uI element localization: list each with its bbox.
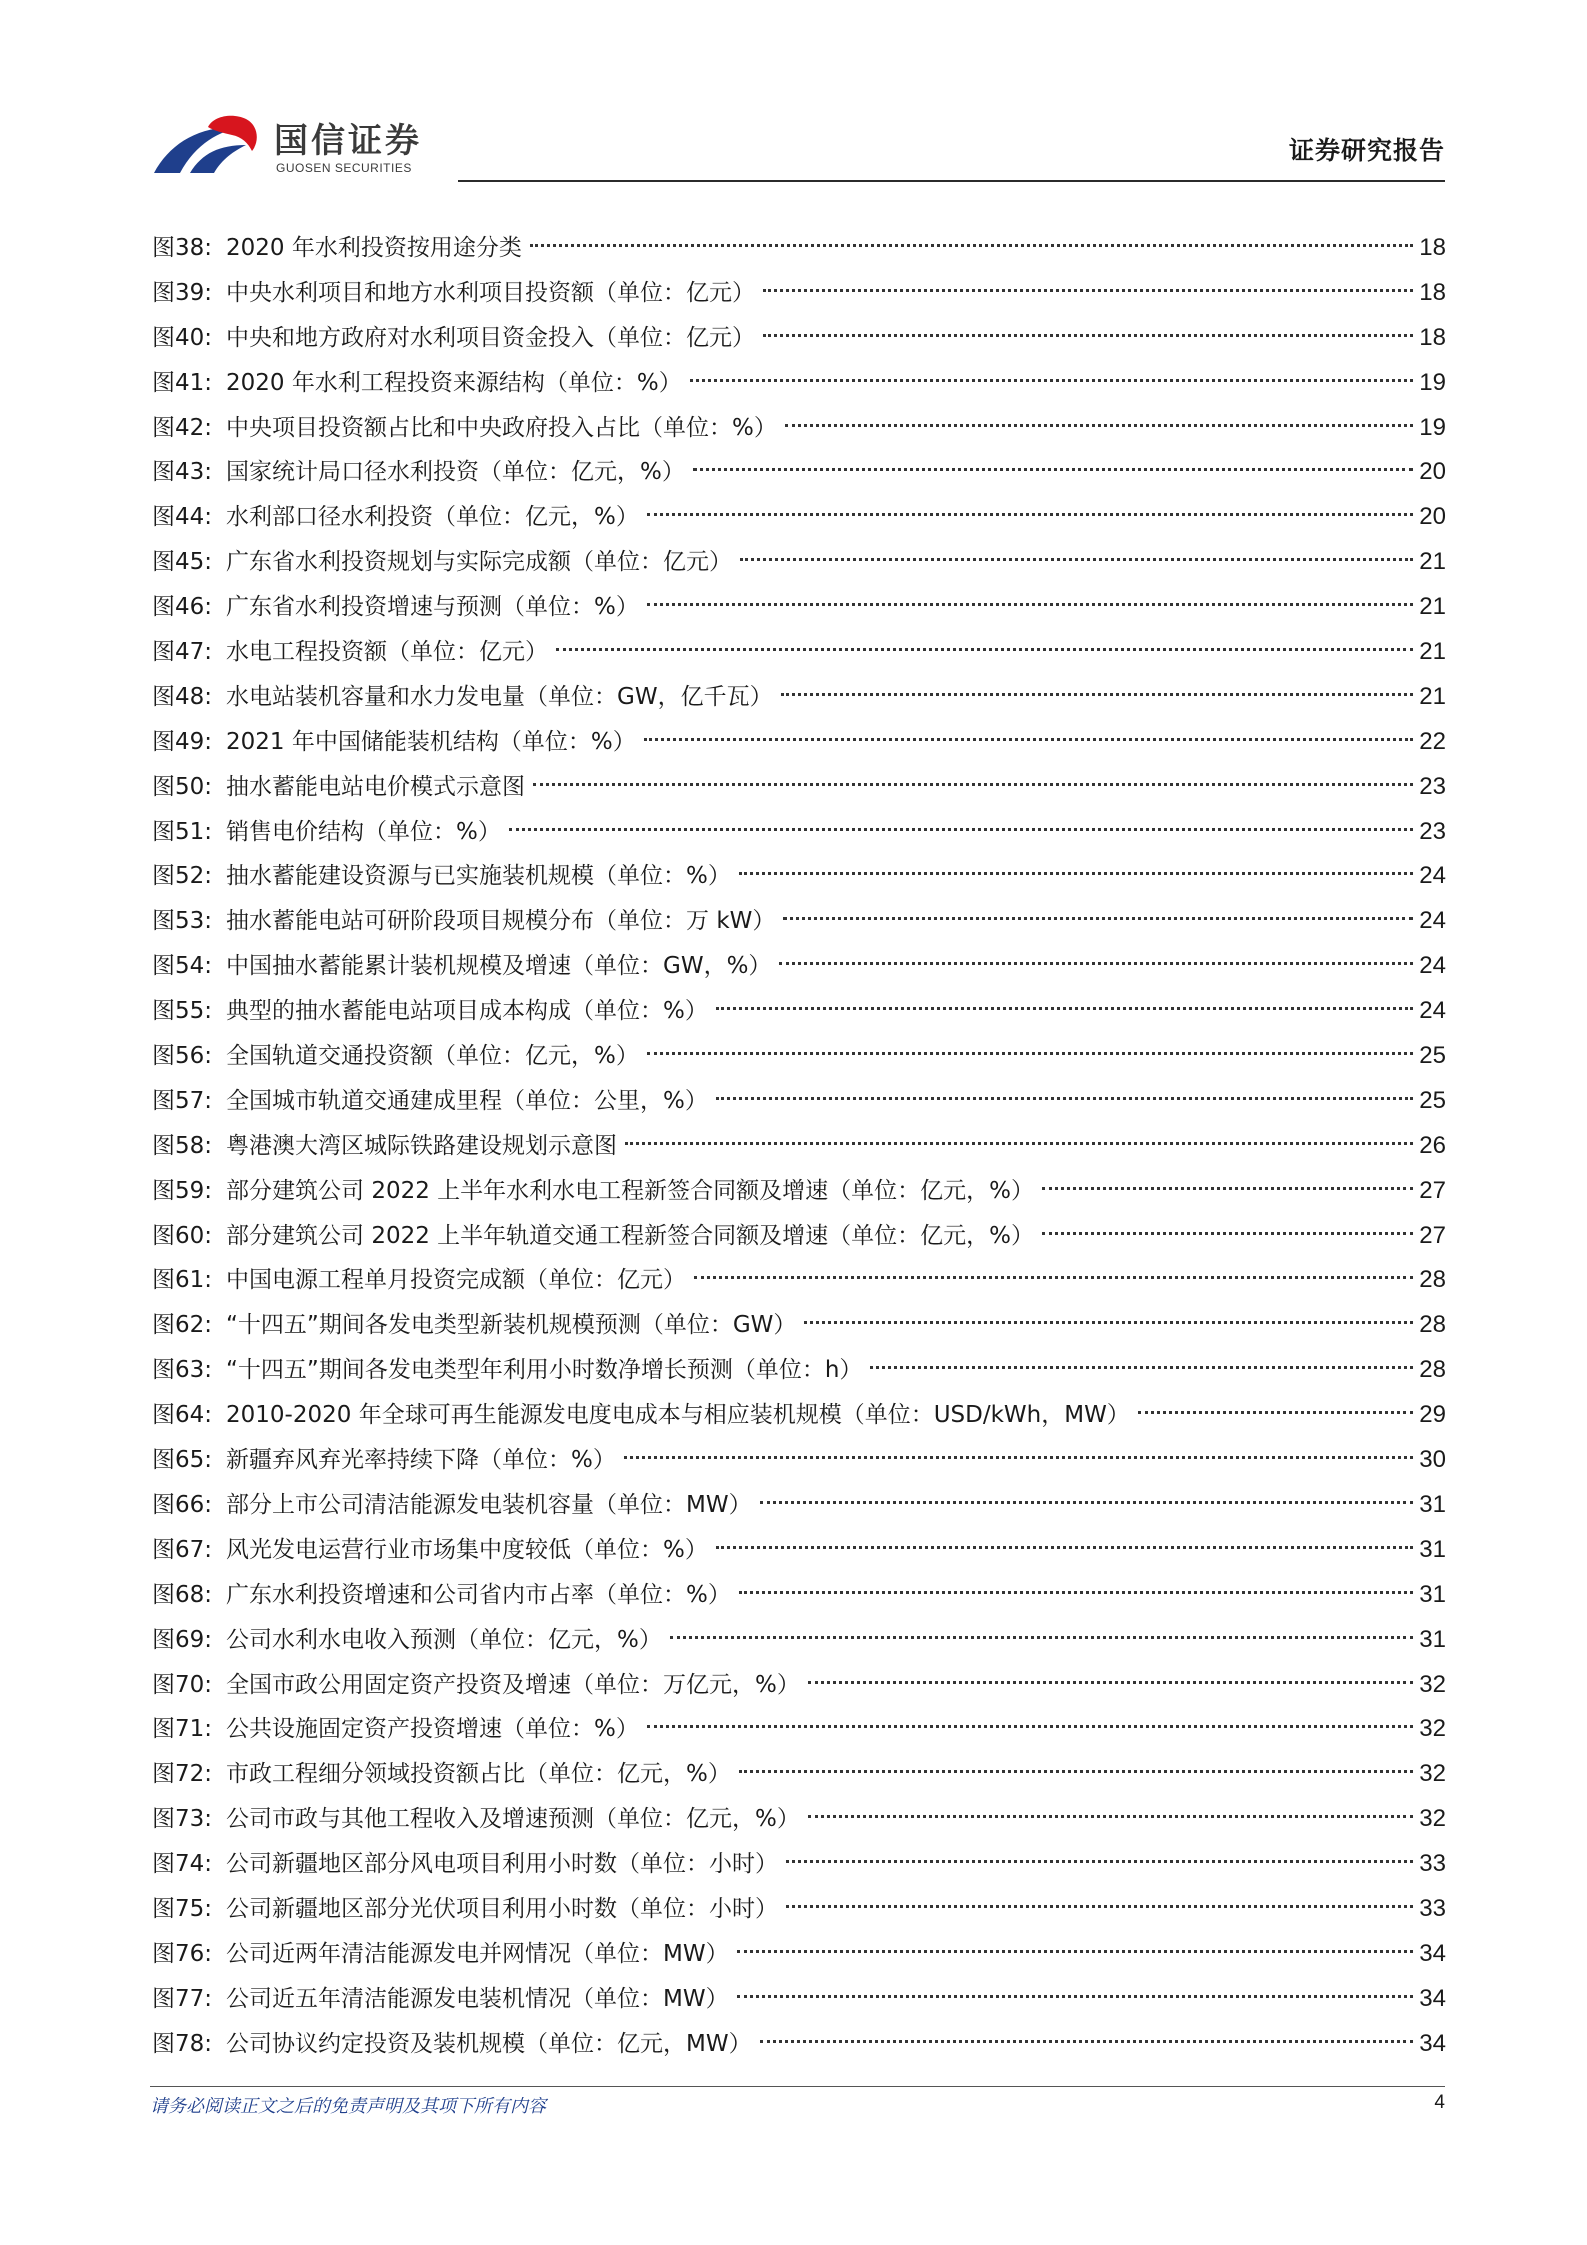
toc-figure-label: 图42: xyxy=(152,414,213,441)
toc-figure-label: 图64: xyxy=(152,1402,213,1429)
toc-figure-label: 图48: xyxy=(152,683,213,710)
toc-entry[interactable] xyxy=(152,989,1446,1034)
toc-entry[interactable] xyxy=(152,1752,1446,1797)
toc-figure-title: 全国轨道交通投资额（单位：亿元，%） xyxy=(226,1043,639,1070)
toc-page-number: 25 xyxy=(1419,1086,1446,1114)
toc-page-number: 33 xyxy=(1419,1894,1446,1922)
toc-figure-label: 图41: xyxy=(152,369,213,396)
toc-figure-title: 国家统计局口径水利投资（单位：亿元，%） xyxy=(226,459,685,486)
toc-dot-leader xyxy=(739,1770,1413,1773)
toc-entry[interactable] xyxy=(152,765,1446,810)
toc-figure-title: 广东省水利投资增速与预测（单位：%） xyxy=(226,594,639,621)
toc-page-number: 24 xyxy=(1419,907,1446,935)
toc-dot-leader xyxy=(670,1636,1413,1639)
toc-dot-leader xyxy=(644,738,1414,741)
toc-entry[interactable] xyxy=(152,1258,1446,1303)
toc-entry[interactable] xyxy=(152,1573,1446,1618)
toc-dot-leader xyxy=(647,1725,1413,1728)
toc-dot-leader xyxy=(509,828,1413,831)
toc-dot-leader xyxy=(785,424,1413,427)
toc-figure-label: 图39: xyxy=(152,279,213,306)
toc-figure-label: 图69: xyxy=(152,1626,213,1653)
toc-figure-title: 全国市政公用固定资产投资及增速（单位：万亿元，%） xyxy=(226,1671,800,1698)
toc-dot-leader xyxy=(783,917,1413,920)
toc-figure-title: 粤港澳大湾区城际铁路建设规划示意图 xyxy=(226,1132,618,1159)
toc-entry[interactable] xyxy=(152,540,1446,585)
toc-figure-label: 图40: xyxy=(152,324,213,351)
toc-dot-leader xyxy=(716,1546,1413,1549)
toc-figure-title: 中央水利项目和地方水利项目投资额（单位：亿元） xyxy=(226,279,756,306)
toc-figure-title: 风光发电运营行业市场集中度较低（单位：%） xyxy=(226,1536,708,1563)
toc-dot-leader xyxy=(804,1321,1413,1324)
toc-figure-label: 图76: xyxy=(152,1940,213,1967)
toc-page-number: 25 xyxy=(1419,1042,1446,1070)
toc-figure-label: 图55: xyxy=(152,998,213,1025)
toc-figure-title: 公司新疆地区部分风电项目利用小时数（单位：小时） xyxy=(226,1851,779,1878)
toc-entry[interactable] xyxy=(152,1618,1446,1663)
toc-entry[interactable] xyxy=(152,226,1446,271)
toc-page-number: 34 xyxy=(1419,1984,1446,2012)
toc-figure-title: 公司协议约定投资及装机规模（单位：亿元，MW） xyxy=(226,2030,752,2057)
toc-figure-label: 图43: xyxy=(152,459,213,486)
toc-figure-title: 市政工程细分领域投资额占比（单位：亿元，%） xyxy=(226,1761,731,1788)
toc-entry[interactable] xyxy=(152,1124,1446,1169)
toc-entry[interactable] xyxy=(152,720,1446,765)
toc-entry[interactable] xyxy=(152,271,1446,316)
toc-figure-label: 图49: xyxy=(152,728,213,755)
toc-figure-title: 广东省水利投资规划与实际完成额（单位：亿元） xyxy=(226,549,733,576)
toc-dot-leader xyxy=(716,1007,1413,1010)
toc-dot-leader xyxy=(1138,1411,1413,1414)
toc-figure-title: 典型的抽水蓄能电站项目成本构成（单位：%） xyxy=(226,998,708,1025)
toc-figure-label: 图51: xyxy=(152,818,213,845)
toc-page-number: 20 xyxy=(1419,458,1446,486)
toc-figure-label: 图47: xyxy=(152,639,213,666)
toc-figure-title: 公共设施固定资产投资增速（单位：%） xyxy=(226,1716,639,1743)
toc-dot-leader xyxy=(1042,1187,1413,1190)
toc-page-number: 18 xyxy=(1419,278,1446,306)
toc-figure-title: 新疆弃风弃光率持续下降（单位：%） xyxy=(226,1447,616,1474)
toc-entry[interactable] xyxy=(152,361,1446,406)
toc-figure-label: 图56: xyxy=(152,1043,213,1070)
toc-figure-label: 图72: xyxy=(152,1761,213,1788)
toc-dot-leader xyxy=(694,1276,1413,1279)
toc-figure-title: 2020 年水利投资按用途分类 xyxy=(226,235,522,261)
toc-figure-label: 图44: xyxy=(152,504,213,531)
toc-dot-leader xyxy=(760,1501,1414,1504)
toc-figure-title: 部分建筑公司 2022 上半年水利水电工程新签合同额及增速（单位：亿元，%） xyxy=(226,1177,1035,1204)
toc-dot-leader xyxy=(625,1142,1413,1145)
logo-english-name: GUOSEN SECURITIES xyxy=(276,161,412,175)
footer-divider xyxy=(150,2086,1445,2087)
toc-figure-label: 图62: xyxy=(152,1312,213,1339)
toc-page-number: 31 xyxy=(1419,1490,1446,1518)
toc-entry[interactable] xyxy=(152,899,1446,944)
toc-figure-label: 图73: xyxy=(152,1806,213,1833)
toc-dot-leader xyxy=(763,289,1413,292)
toc-dot-leader xyxy=(690,379,1414,382)
toc-page-number: 31 xyxy=(1419,1535,1446,1563)
toc-figure-title: 中国电源工程单月投资完成额（单位：亿元） xyxy=(226,1267,687,1294)
toc-figure-label: 图54: xyxy=(152,953,213,980)
toc-entry[interactable] xyxy=(152,1528,1446,1573)
toc-page-number: 20 xyxy=(1419,503,1446,531)
report-type-label: 证券研究报告 xyxy=(1288,136,1445,165)
toc-page-number: 24 xyxy=(1419,952,1446,980)
toc-figure-title: 公司近两年清洁能源发电并网情况（单位：MW） xyxy=(226,1940,729,1967)
toc-entry[interactable] xyxy=(152,450,1446,495)
toc-figure-title: 全国城市轨道交通建成里程（单位：公里，%） xyxy=(226,1087,708,1114)
header-divider xyxy=(458,180,1445,182)
toc-figure-title: 公司新疆地区部分光伏项目利用小时数（单位：小时） xyxy=(226,1895,779,1922)
toc-dot-leader xyxy=(739,872,1413,875)
toc-figure-title: 2021 年中国储能装机结构（单位：%） xyxy=(226,728,636,755)
toc-page-number: 21 xyxy=(1419,548,1446,576)
toc-figure-title: 中央项目投资额占比和中央政府投入占比（单位：%） xyxy=(226,414,777,441)
toc-page-number: 24 xyxy=(1419,862,1446,890)
toc-dot-leader xyxy=(737,1950,1414,1953)
toc-figure-title: 中国抽水蓄能累计装机规模及增速（单位：GW，%） xyxy=(226,953,772,980)
toc-entry[interactable] xyxy=(152,1079,1446,1124)
toc-figure-title: 2020 年水利工程投资来源结构（单位：%） xyxy=(226,369,682,396)
toc-page-number: 21 xyxy=(1419,638,1446,666)
toc-figure-label: 图77: xyxy=(152,1985,213,2012)
toc-entry[interactable] xyxy=(152,1483,1446,1528)
toc-figure-label: 图50: xyxy=(152,773,213,800)
toc-page-number: 18 xyxy=(1419,323,1446,351)
toc-figure-title: 销售电价结构（单位：%） xyxy=(226,818,501,845)
toc-entry[interactable] xyxy=(152,495,1446,540)
guosen-logo-mark-icon xyxy=(150,113,270,175)
toc-page-number: 32 xyxy=(1419,1670,1446,1698)
toc-page-number: 21 xyxy=(1419,593,1446,621)
toc-figure-label: 图61: xyxy=(152,1267,213,1294)
toc-page-number: 34 xyxy=(1419,2029,1446,2057)
toc-page-number: 28 xyxy=(1419,1311,1446,1339)
toc-figure-label: 图53: xyxy=(152,908,213,935)
toc-figure-label: 图57: xyxy=(152,1087,213,1114)
toc-page-number: 27 xyxy=(1419,1221,1446,1249)
toc-entry[interactable] xyxy=(152,944,1446,989)
toc-page-number: 28 xyxy=(1419,1266,1446,1294)
toc-page-number: 28 xyxy=(1419,1356,1446,1384)
page-header xyxy=(150,105,1445,185)
toc-page-number: 32 xyxy=(1419,1715,1446,1743)
toc-dot-leader xyxy=(870,1366,1413,1369)
toc-entry[interactable] xyxy=(152,854,1446,899)
toc-entry[interactable] xyxy=(152,1034,1446,1079)
toc-page-number: 23 xyxy=(1419,817,1446,845)
toc-entry[interactable] xyxy=(152,675,1446,720)
toc-page-number: 19 xyxy=(1419,368,1446,396)
toc-dot-leader xyxy=(808,1681,1413,1684)
toc-figure-title: 2010-2020 年全球可再生能源发电度电成本与相应装机规模（单位：USD/kWh，MW） xyxy=(226,1402,1130,1429)
toc-entry[interactable] xyxy=(152,585,1446,630)
toc-figure-label: 图71: xyxy=(152,1716,213,1743)
toc-page-number: 30 xyxy=(1419,1446,1446,1474)
toc-figure-label: 图63: xyxy=(152,1357,213,1384)
toc-page-number: 33 xyxy=(1419,1850,1446,1878)
toc-page-number: 24 xyxy=(1419,997,1446,1025)
toc-entry[interactable] xyxy=(152,1303,1446,1348)
footer-disclaimer: 请务必阅读正文之后的免责声明及其项下所有内容 xyxy=(150,2096,546,2117)
toc-figure-label: 图45: xyxy=(152,549,213,576)
toc-figure-label: 图78: xyxy=(152,2030,213,2057)
toc-figure-title: “十四五”期间各发电类型年利用小时数净增长预测（单位：h） xyxy=(226,1357,863,1384)
toc-entry[interactable] xyxy=(152,2022,1446,2067)
toc-dot-leader xyxy=(786,1860,1413,1863)
toc-dot-leader xyxy=(530,244,1413,247)
toc-figure-title: 水电站装机容量和水力发电量（单位：GW，亿千瓦） xyxy=(226,683,773,710)
toc-entry[interactable] xyxy=(152,1214,1446,1259)
toc-figure-label: 图60: xyxy=(152,1222,213,1249)
toc-dot-leader xyxy=(533,783,1413,786)
toc-dot-leader xyxy=(693,468,1413,471)
toc-dot-leader xyxy=(716,1097,1413,1100)
toc-page-number: 19 xyxy=(1419,413,1446,441)
toc-page-number: 32 xyxy=(1419,1805,1446,1833)
toc-entry[interactable] xyxy=(152,1348,1446,1393)
toc-page-number: 32 xyxy=(1419,1760,1446,1788)
toc-dot-leader xyxy=(760,2040,1414,2043)
toc-entry[interactable] xyxy=(152,1663,1446,1708)
toc-figure-label: 图66: xyxy=(152,1491,213,1518)
toc-figure-label: 图68: xyxy=(152,1581,213,1608)
toc-figure-label: 图38: xyxy=(152,235,213,261)
toc-figure-label: 图46: xyxy=(152,594,213,621)
toc-figure-label: 图52: xyxy=(152,863,213,890)
toc-entry[interactable] xyxy=(152,810,1446,855)
logo-chinese-name: 国信证券 xyxy=(274,121,422,161)
toc-figure-title: 公司近五年清洁能源发电装机情况（单位：MW） xyxy=(226,1985,729,2012)
toc-figure-title: 公司水利水电收入预测（单位：亿元，%） xyxy=(226,1626,662,1653)
toc-dot-leader xyxy=(556,648,1413,651)
toc-figure-title: 部分上市公司清洁能源发电装机容量（单位：MW） xyxy=(226,1491,752,1518)
toc-page-number: 34 xyxy=(1419,1939,1446,1967)
toc-entry[interactable] xyxy=(152,316,1446,361)
toc-figure-title: 公司市政与其他工程收入及增速预测（单位：亿元，%） xyxy=(226,1806,800,1833)
toc-figure-label: 图67: xyxy=(152,1536,213,1563)
toc-dot-leader xyxy=(647,1052,1413,1055)
toc-entry[interactable] xyxy=(152,1169,1446,1214)
toc-figure-title: 抽水蓄能建设资源与已实施装机规模（单位：%） xyxy=(226,863,731,890)
toc-dot-leader xyxy=(737,1995,1414,1998)
guosen-logo xyxy=(150,105,470,183)
toc-dot-leader xyxy=(740,558,1413,561)
toc-page-number: 21 xyxy=(1419,682,1446,710)
toc-entry[interactable] xyxy=(152,1887,1446,1932)
toc-figure-title: 部分建筑公司 2022 上半年轨道交通工程新签合同额及增速（单位：亿元，%） xyxy=(226,1222,1035,1249)
toc-figure-title: 水电工程投资额（单位：亿元） xyxy=(226,639,549,666)
toc-page-number: 23 xyxy=(1419,772,1446,800)
toc-page-number: 29 xyxy=(1419,1401,1446,1429)
toc-page-number: 31 xyxy=(1419,1625,1446,1653)
toc-dot-leader xyxy=(739,1591,1413,1594)
toc-figure-title: 水利部口径水利投资（单位：亿元，%） xyxy=(226,504,639,531)
toc-dot-leader xyxy=(786,1905,1413,1908)
toc-figure-label: 图58: xyxy=(152,1132,213,1159)
toc-figure-label: 图65: xyxy=(152,1447,213,1474)
toc-entry[interactable] xyxy=(152,1797,1446,1842)
toc-dot-leader xyxy=(1042,1232,1413,1235)
toc-dot-leader xyxy=(781,693,1414,696)
page-number: 4 xyxy=(1434,2092,1445,2113)
toc-dot-leader xyxy=(647,513,1413,516)
toc-entry[interactable] xyxy=(152,1393,1446,1438)
toc-dot-leader xyxy=(779,962,1413,965)
toc-page-number: 18 xyxy=(1419,234,1446,261)
toc-figure-title: 广东水利投资增速和公司省内市占率（单位：%） xyxy=(226,1581,731,1608)
toc-entry[interactable] xyxy=(152,630,1446,675)
toc-figure-title: “十四五”期间各发电类型新装机规模预测（单位：GW） xyxy=(226,1312,797,1339)
toc-figure-label: 图74: xyxy=(152,1851,213,1878)
toc-entry[interactable] xyxy=(152,406,1446,451)
toc-page-number: 22 xyxy=(1419,727,1446,755)
toc-dot-leader xyxy=(624,1456,1413,1459)
figure-index-list xyxy=(152,226,1446,2067)
toc-figure-label: 图70: xyxy=(152,1671,213,1698)
toc-figure-label: 图59: xyxy=(152,1177,213,1204)
toc-entry[interactable] xyxy=(152,1707,1446,1752)
toc-figure-title: 抽水蓄能电站可研阶段项目规模分布（单位：万 kW） xyxy=(226,908,776,935)
toc-dot-leader xyxy=(647,603,1413,606)
toc-figure-title: 中央和地方政府对水利项目资金投入（单位：亿元） xyxy=(226,324,756,351)
toc-page-number: 26 xyxy=(1419,1131,1446,1159)
toc-page-number: 31 xyxy=(1419,1580,1446,1608)
toc-entry[interactable] xyxy=(152,1842,1446,1887)
toc-dot-leader xyxy=(763,334,1413,337)
toc-figure-title: 抽水蓄能电站电价模式示意图 xyxy=(226,773,526,800)
toc-entry[interactable] xyxy=(152,1438,1446,1483)
toc-entry[interactable] xyxy=(152,1977,1446,2022)
toc-entry[interactable] xyxy=(152,1932,1446,1977)
toc-dot-leader xyxy=(808,1815,1413,1818)
toc-figure-label: 图75: xyxy=(152,1895,213,1922)
toc-page-number: 27 xyxy=(1419,1176,1446,1204)
